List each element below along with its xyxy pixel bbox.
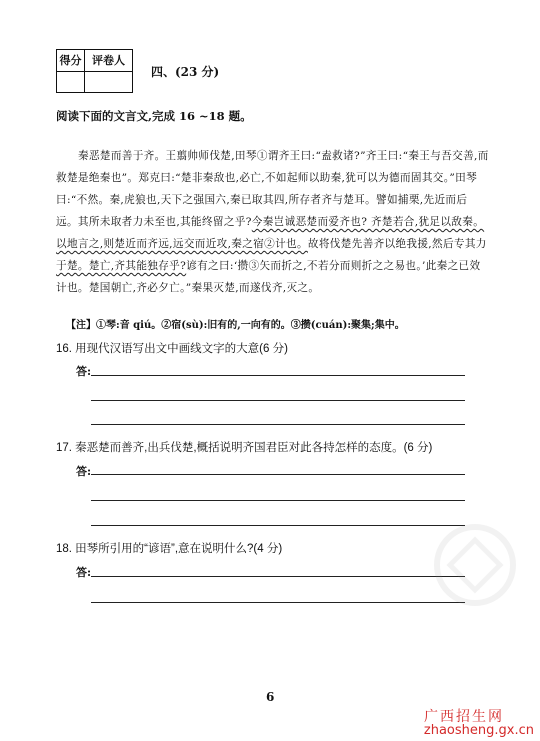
passage-line-2: 救楚是绝秦也”。郑克曰:“楚非秦敌也,必亡,不如起师以助秦,犹可以为德而固其交。”田琴 [56, 172, 478, 184]
answer-label-17: 答: [76, 465, 92, 478]
page-number: 6 [266, 690, 275, 704]
answer-line[interactable] [91, 500, 465, 501]
underlined-sentence-3: 于楚。楚亡,齐其能独存乎? [56, 260, 187, 272]
answer-line[interactable] [91, 576, 465, 577]
score-label: 得分 [57, 50, 85, 71]
passage-line-5-plain: 故将伐楚先善齐以绝我援,然后专其力 [307, 238, 487, 250]
grader-label: 评卷人 [92, 54, 125, 67]
question-16: 16. 用现代汉语写出文中画线文字的大意(6 分) [56, 343, 288, 355]
underlined-sentence-2: 以地言之,则楚近而齐远,远交而近攻,秦之宿②计也。 [56, 238, 308, 250]
passage-line-1: 秦恶楚而善于齐。王翦帅师伐楚,田琴①谓齐王曰:“盍救诸?”齐王曰:“秦王与吾交善,而 [78, 150, 489, 162]
score-table-divider [84, 71, 85, 92]
passage-line-6 [56, 255, 488, 277]
watermark-site-name: 广西招生网 [424, 709, 504, 725]
instruction: 阅读下面的文言文,完成 16 ~18 题。 [56, 109, 252, 123]
question-18: 18. 田琴所引用的“谚语”,意在说明什么?(4 分) [56, 543, 283, 555]
answer-line[interactable] [91, 400, 465, 401]
annotation-note: 【注】①琴:音 qiú。②宿(sù):旧有的,一向有的。③攒(cuán):聚集;集中。 [66, 320, 405, 331]
section-title: 四、(23 分) [151, 65, 220, 79]
passage-line-5 [56, 233, 488, 255]
answer-label-18: 答: [76, 566, 92, 579]
answer-line[interactable] [91, 602, 465, 603]
faint-watermark-logo [420, 520, 530, 610]
answer-line[interactable] [91, 375, 465, 376]
answer-line[interactable] [91, 525, 465, 526]
answer-line[interactable] [91, 474, 465, 475]
passage-line-3: 曰:“不然。秦,虎狼也,天下之强国六,秦已取其四,所存者齐与楚耳。譬如捕栗,先近而后 [56, 194, 468, 206]
passage-line-7: 计也。楚国朝亡,齐必夕亡。”秦果灭楚,而遂伐齐,灭之。 [56, 282, 320, 294]
question-17: 17. 秦恶楚而善齐,出兵伐楚,概括说明齐国君臣对此各持怎样的态度。(6 分) [56, 442, 433, 454]
answer-line[interactable] [91, 424, 465, 425]
underlined-sentence-1: 今秦岂诚恶楚而爱齐也? 齐楚若合,犹足以敌秦。 [251, 216, 485, 228]
score-table [56, 49, 133, 93]
answer-label-16: 答: [76, 365, 92, 378]
passage-line-6-plain: 谚有之曰:‘攒③矢而折之,不若分而则折之之易也。’此秦之已效 [186, 260, 481, 272]
passage-line-4-plain: 远。其所未取者力未至也,其能终留之乎? [56, 216, 252, 228]
passage-line-4 [56, 211, 488, 233]
watermark-url[interactable]: zhaosheng.gx.cn [423, 723, 534, 738]
